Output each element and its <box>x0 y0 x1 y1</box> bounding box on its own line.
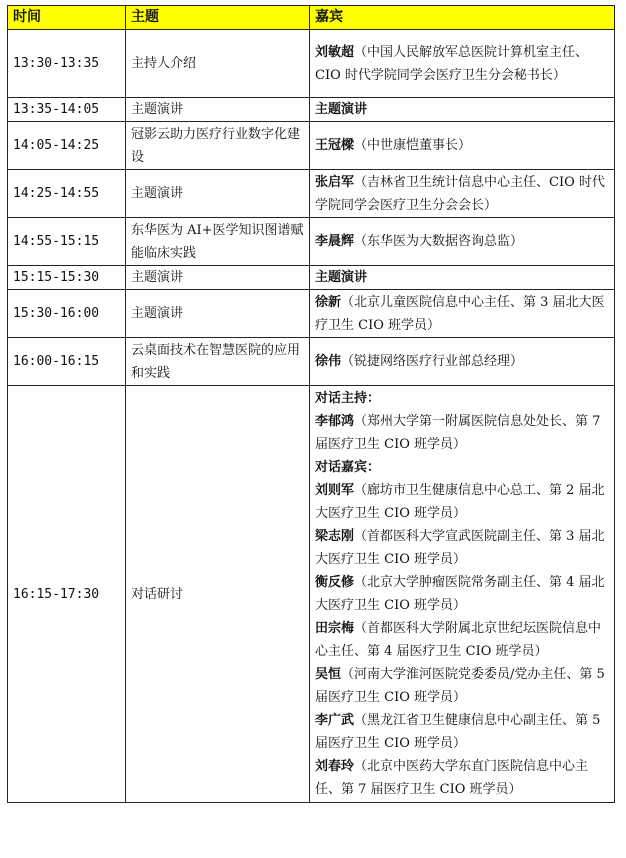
guest-name: 刘敏超 <box>315 44 355 60</box>
time-cell: 15:15-15:30 <box>8 266 126 290</box>
table-row <box>8 266 615 290</box>
guest-name: 主题演讲 <box>315 102 368 117</box>
agenda-table <box>7 5 615 803</box>
time-cell: 15:30-16:00 <box>8 290 126 338</box>
table-row <box>8 338 615 386</box>
guest-desc: （吉林省卫生统计信息中心主任、CIO 时代学院同学会医疗卫生分会会长） <box>315 174 605 213</box>
time-cell: 16:15-17:30 <box>8 386 126 803</box>
guest-name: 徐伟 <box>315 354 342 369</box>
topic-cell: 对话研讨 <box>126 386 310 803</box>
guest-cell <box>310 218 615 266</box>
header-topic: 主题 <box>126 6 310 30</box>
time-cell: 13:30-13:35 <box>8 30 126 98</box>
header-time: 时间 <box>8 6 126 30</box>
panel-guest-name: 李广武 <box>315 713 355 728</box>
guest-name: 张启军 <box>315 174 355 190</box>
topic-cell: 主题演讲 <box>126 98 310 122</box>
guest-cell <box>310 266 615 290</box>
table-row <box>8 290 615 338</box>
guest-cell <box>310 386 615 803</box>
table-row <box>8 170 615 218</box>
topic-cell: 主题演讲 <box>126 266 310 290</box>
time-cell: 14:55-15:15 <box>8 218 126 266</box>
guest-desc: （锐捷网络医疗行业部总经理） <box>341 354 524 369</box>
topic-cell: 主题演讲 <box>126 290 310 338</box>
panel-guest-desc: （首都医科大学宣武医院副主任、第 3 届北大医疗卫生 CIO 班学员） <box>315 529 605 567</box>
guest-name: 主题演讲 <box>315 270 368 285</box>
guest-name: 徐新 <box>315 294 342 310</box>
time-cell: 14:25-14:55 <box>8 170 126 218</box>
panel-guest <box>315 617 609 663</box>
host-label: 对话主持： <box>315 391 381 406</box>
panel-guest <box>315 571 609 617</box>
panel-guest-desc: （首都医科大学附属北京世纪坛医院信息中心主任、第 4 届医疗卫生 CIO 班学员） <box>315 621 602 659</box>
panel-guest-name: 刘则军 <box>315 483 355 498</box>
guest-desc: （中世康恺董事长） <box>354 138 472 153</box>
host-name: 李郁鸿 <box>315 414 355 429</box>
panel-guest-desc: （北京中医药大学东直门医院信息中心主任、第 7 届医疗卫生 CIO 班学员） <box>315 759 589 797</box>
guest-cell <box>310 290 615 338</box>
topic-cell: 冠影云助力医疗行业数字化建设 <box>126 122 310 170</box>
panel-guest <box>315 709 609 755</box>
table-row <box>8 30 615 98</box>
time-cell: 14:05-14:25 <box>8 122 126 170</box>
guest-cell <box>310 338 615 386</box>
panel-guest <box>315 479 609 525</box>
panel-guest <box>315 663 609 709</box>
topic-cell: 东华医为 AI+医学知识图谱赋能临床实践 <box>126 218 310 266</box>
guest-desc: （中国人民解放军总医院计算机室主任、CIO 时代学院同学会医疗卫生分会秘书长） <box>315 44 589 83</box>
topic-cell: 主题演讲 <box>126 170 310 218</box>
topic-cell: 云桌面技术在智慧医院的应用和实践 <box>126 338 310 386</box>
panel-guest-name: 刘春玲 <box>315 759 355 774</box>
panel-guest-desc: （黑龙江省卫生健康信息中心副主任、第 5 届医疗卫生 CIO 班学员） <box>315 713 601 751</box>
table-row <box>8 218 615 266</box>
panel-guest-name: 吴恒 <box>315 667 342 682</box>
panel-guest <box>315 755 609 801</box>
host-desc: （郑州大学第一附属医院信息处处长、第 7 届医疗卫生 CIO 班学员） <box>315 414 601 452</box>
panel-guest <box>315 525 609 571</box>
guest-cell <box>310 98 615 122</box>
table-row-dialogue <box>8 386 615 803</box>
guest-name: 王冠樑 <box>315 138 355 153</box>
guest-desc: （北京儿童医院信息中心主任、第 3 届北大医疗卫生 CIO 班学员） <box>315 294 605 333</box>
guests-label: 对话嘉宾： <box>315 460 381 475</box>
panel-guest-desc: （廊坊市卫生健康信息中心总工、第 2 届北大医疗卫生 CIO 班学员） <box>315 483 605 521</box>
guest-desc: （东华医为大数据咨询总监） <box>354 234 524 249</box>
table-row <box>8 98 615 122</box>
guest-name: 李晨辉 <box>315 234 355 249</box>
table-row <box>8 122 615 170</box>
guest-cell <box>310 170 615 218</box>
host-entry <box>315 410 609 456</box>
time-cell: 13:35-14:05 <box>8 98 126 122</box>
time-cell: 16:00-16:15 <box>8 338 126 386</box>
panel-guest-name: 梁志刚 <box>315 529 355 544</box>
panel-guest-name: 田宗梅 <box>315 621 355 636</box>
topic-cell: 主持人介绍 <box>126 30 310 98</box>
panel-guest-name: 衡反修 <box>315 575 355 590</box>
panel-guest-desc: （河南大学淮河医院党委委员/党办主任、第 5 届医疗卫生 CIO 班学员） <box>315 667 605 705</box>
header-guest: 嘉宾 <box>310 6 615 30</box>
guest-cell <box>310 30 615 98</box>
guest-cell <box>310 122 615 170</box>
panel-guest-desc: （北京大学肿瘤医院常务副主任、第 4 届北大医疗卫生 CIO 班学员） <box>315 575 605 613</box>
header-row <box>8 6 615 30</box>
